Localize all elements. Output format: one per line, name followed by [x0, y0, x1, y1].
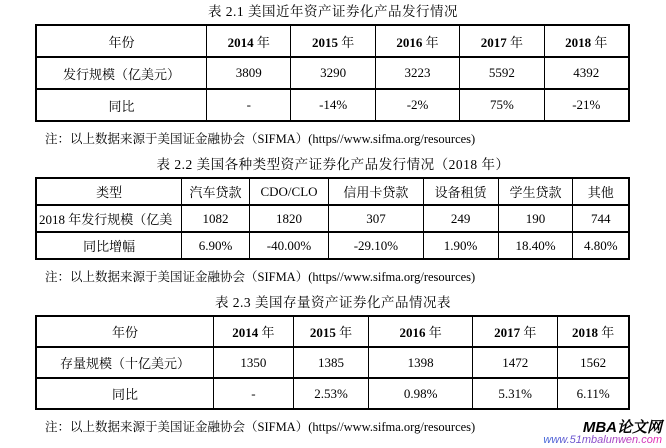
header-cell: 年份 — [36, 25, 207, 57]
header-cell: 年份 — [36, 316, 213, 347]
header-cell: 2016 年 — [369, 316, 473, 347]
header-cell: 2018 年 — [558, 316, 629, 347]
header-cell: 2018 年 — [544, 25, 629, 57]
table-header-row — [36, 25, 629, 57]
table-2-3-note: 注：以上数据来源于美国证金融协会（SIFMA）(https//www.sifma.org/resources) — [45, 420, 476, 434]
table-row — [36, 378, 629, 409]
value-cell: -14% — [291, 89, 375, 121]
header-cell: 2014 年 — [207, 25, 291, 57]
value-cell: 18.40% — [498, 232, 573, 259]
value-cell: 190 — [498, 205, 573, 232]
value-cell: - — [213, 378, 293, 409]
header-cell: 信用卡贷款 — [329, 178, 423, 205]
value-cell: 75% — [460, 89, 544, 121]
header-cell: 2014 年 — [213, 316, 293, 347]
value-cell: 1.90% — [423, 232, 498, 259]
table-row — [36, 347, 629, 378]
header-cell: 学生贷款 — [498, 178, 573, 205]
table-2-2-title: 表 2.2 美国各种类型资产证券化产品发行情况（2018 年） — [156, 157, 510, 172]
row-label-cell: 同比 — [36, 378, 213, 409]
value-cell: 4.80% — [573, 232, 629, 259]
table-row — [36, 232, 629, 259]
value-cell: -29.10% — [329, 232, 423, 259]
value-cell: 3223 — [375, 57, 459, 89]
row-label-cell: 同比增幅 — [36, 232, 182, 259]
value-cell: -21% — [544, 89, 629, 121]
table-2-2-wrap — [35, 177, 630, 260]
table-header-row — [36, 178, 629, 205]
row-label-cell: 发行规模（亿美元） — [36, 57, 207, 89]
value-cell: 744 — [573, 205, 629, 232]
value-cell: 6.11% — [558, 378, 629, 409]
header-cell: 2016 年 — [375, 25, 459, 57]
value-cell: -40.00% — [249, 232, 329, 259]
value-cell: 0.98% — [369, 378, 473, 409]
value-cell: 307 — [329, 205, 423, 232]
header-cell: CDO/CLO — [249, 178, 329, 205]
header-cell: 2015 年 — [291, 25, 375, 57]
header-cell: 类型 — [36, 178, 182, 205]
table-2-3-section — [0, 293, 666, 436]
header-cell: 2015 年 — [293, 316, 368, 347]
value-cell: 1350 — [213, 347, 293, 378]
table-row — [36, 205, 629, 232]
table-2-3-title: 表 2.3 美国存量资产证券化产品情况表 — [214, 295, 452, 310]
value-cell: - — [207, 89, 291, 121]
header-cell: 其他 — [573, 178, 629, 205]
value-cell: 6.90% — [182, 232, 250, 259]
value-cell: 2.53% — [293, 378, 368, 409]
table-2-3-wrap — [35, 315, 630, 410]
value-cell: 1398 — [369, 347, 473, 378]
value-cell: 249 — [423, 205, 498, 232]
table-2-2 — [35, 177, 630, 260]
header-cell: 2017 年 — [473, 316, 558, 347]
value-cell: 1562 — [558, 347, 629, 378]
watermark-logo: MBA论文网 — [582, 418, 662, 436]
table-2-1-wrap — [35, 24, 630, 122]
value-cell: 1385 — [293, 347, 368, 378]
row-label-cell: 存量规模（十亿美元） — [36, 347, 213, 378]
value-cell: 1082 — [182, 205, 250, 232]
table-row — [36, 57, 629, 89]
value-cell: 5592 — [460, 57, 544, 89]
table-2-1-section — [0, 2, 666, 148]
value-cell: 5.31% — [473, 378, 558, 409]
table-2-1-note: 注：以上数据来源于美国证金融协会（SIFMA）(https//www.sifma.org/resources) — [45, 132, 476, 146]
header-cell: 设备租赁 — [423, 178, 498, 205]
table-2-1-title: 表 2.1 美国近年资产证券化产品发行情况 — [207, 4, 459, 19]
table-2-2-note: 注：以上数据来源于美国证金融协会（SIFMA）(https//www.sifma.org/resources) — [45, 270, 476, 284]
table-2-1 — [35, 24, 630, 122]
table-2-3 — [35, 315, 630, 410]
value-cell: 3809 — [207, 57, 291, 89]
value-cell: -2% — [375, 89, 459, 121]
table-row — [36, 89, 629, 121]
value-cell: 1472 — [473, 347, 558, 378]
table-2-2-section — [0, 155, 666, 286]
value-cell: 4392 — [544, 57, 629, 89]
table-header-row — [36, 316, 629, 347]
site-watermark — [543, 420, 662, 447]
header-cell: 2017 年 — [460, 25, 544, 57]
row-label-cell: 同比 — [36, 89, 207, 121]
watermark-url: www.51mbalunwen.com — [543, 434, 662, 447]
value-cell: 1820 — [249, 205, 329, 232]
header-cell: 汽车贷款 — [182, 178, 250, 205]
row-label-cell: 2018 年发行规模（亿美 — [36, 205, 182, 232]
value-cell: 3290 — [291, 57, 375, 89]
